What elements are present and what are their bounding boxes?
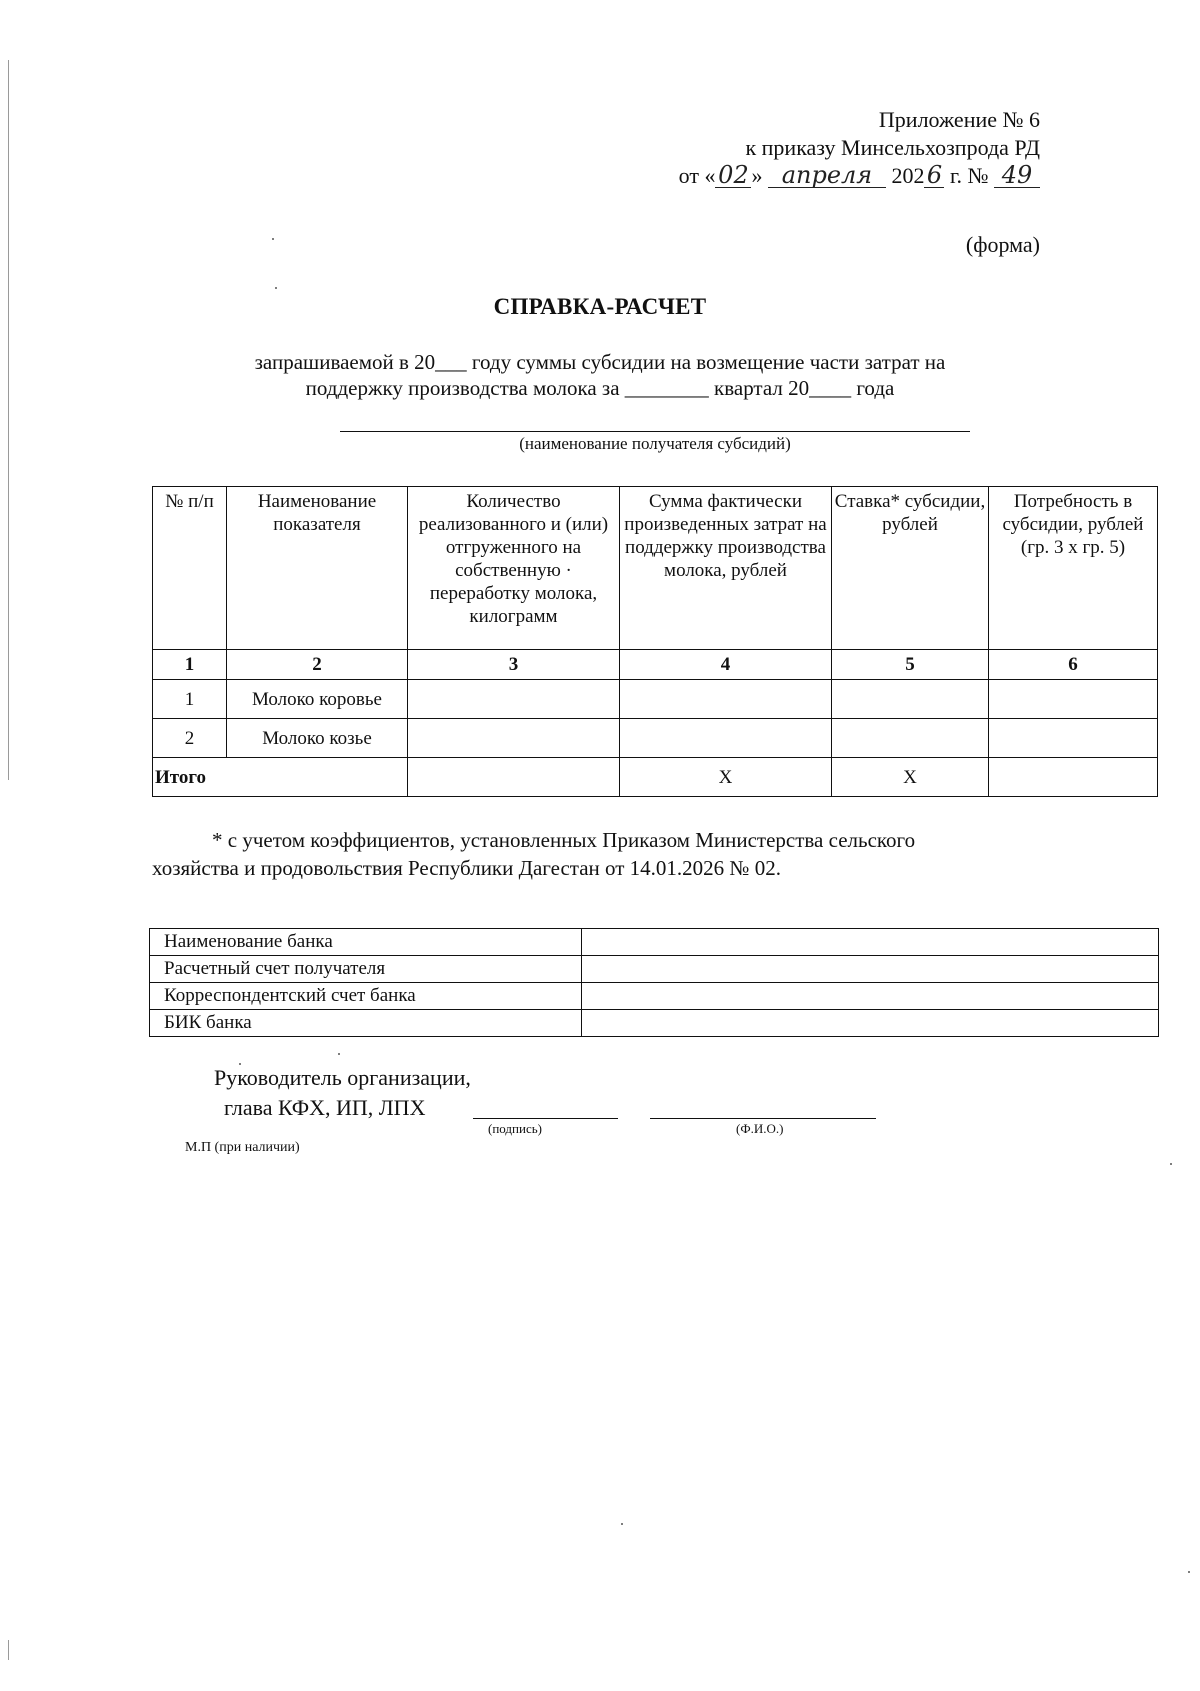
footnote — [152, 826, 1162, 882]
column-number: 6 — [989, 650, 1158, 680]
cell-milk-quantity[interactable] — [408, 680, 620, 719]
scan-edge-line — [8, 1640, 9, 1660]
bank-row — [150, 929, 1159, 956]
total-label: Итого — [153, 758, 408, 797]
bank-field-label: Наименование банка — [150, 929, 582, 956]
bank-row — [150, 983, 1159, 1010]
row-number: 1 — [153, 680, 227, 719]
document-title: СПРАВКА-РАСЧЕТ — [493, 294, 707, 319]
column-number-row — [153, 650, 1158, 680]
signatory-title: Руководитель организации, — [214, 1065, 471, 1090]
header-subsidy-need: Потребность в субсидии, рублей (гр. 3 х гр. 5) — [989, 487, 1158, 650]
total-milk-quantity[interactable] — [408, 758, 620, 797]
date-prefix: от « — [678, 163, 716, 188]
recipient-caption: (наименование получателя субсидий) — [519, 434, 791, 453]
full-name-caption: (Ф.И.О.) — [736, 1121, 784, 1136]
cell-subsidy-need[interactable] — [989, 680, 1158, 719]
scan-speck — [1188, 1571, 1190, 1573]
header-milk-quantity: Количество реализованного и (или) отгруженного на собственную · переработку молока, килограмм — [408, 487, 620, 650]
date-quote-close: » — [751, 163, 763, 188]
column-number: 5 — [832, 650, 989, 680]
scan-speck — [338, 1053, 340, 1055]
scan-speck — [1170, 1163, 1172, 1165]
calculation-table — [152, 486, 1158, 797]
table-row — [153, 680, 1158, 719]
total-subsidy-need[interactable] — [989, 758, 1158, 797]
cell-milk-quantity[interactable] — [408, 719, 620, 758]
document-subtitle — [0, 349, 1200, 401]
stamp-placeholder: М.П (при наличии) — [185, 1140, 300, 1155]
column-number: 2 — [227, 650, 408, 680]
header-number: № п/п — [153, 487, 227, 650]
signature-blank-line[interactable] — [473, 1118, 618, 1119]
table-header-row — [153, 487, 1158, 650]
table-row — [153, 719, 1158, 758]
bank-field-label: Корреспондентский счет банка — [150, 983, 582, 1010]
total-row — [153, 758, 1158, 797]
date-year-prefix: 202 — [891, 163, 925, 188]
header-indicator-name: Наименование показателя — [227, 487, 408, 650]
scan-speck — [272, 238, 274, 240]
signatory-subtitle: глава КФХ, ИП, ЛПХ — [224, 1095, 426, 1120]
scan-speck — [621, 1523, 623, 1525]
handwritten-month: апреля — [768, 163, 886, 188]
cell-actual-costs[interactable] — [620, 680, 832, 719]
bik-value[interactable] — [582, 1010, 1159, 1037]
row-indicator-name: Молоко коровье — [227, 680, 408, 719]
bank-name-value[interactable] — [582, 929, 1159, 956]
bank-field-label: БИК банка — [150, 1010, 582, 1037]
bank-row — [150, 1010, 1159, 1037]
recipient-blank-line — [340, 431, 970, 432]
subtitle-line-1: запрашиваемой в 20___ году суммы субсидии на возмещение части затрат на — [254, 350, 946, 374]
cell-subsidy-rate[interactable] — [832, 719, 989, 758]
annex-title: Приложение № 6 — [878, 107, 1040, 132]
scan-speck — [275, 287, 277, 289]
handwritten-year-digit: 6 — [924, 163, 944, 188]
bank-row — [150, 956, 1159, 983]
annex-date-line — [679, 162, 1040, 190]
scan-edge-line — [8, 60, 9, 780]
footnote-line-1: * с учетом коэффициентов, установленных Приказом Министерства сельского — [212, 828, 916, 852]
total-subsidy-rate: Х — [832, 758, 989, 797]
annex-header — [679, 106, 1040, 190]
subtitle-line-2: поддержку производства молока за ________ квартал 20____ года — [305, 376, 895, 400]
column-number: 3 — [408, 650, 620, 680]
total-actual-costs: Х — [620, 758, 832, 797]
settlement-account-value[interactable] — [582, 956, 1159, 983]
correspondent-account-value[interactable] — [582, 983, 1159, 1010]
bank-details-table — [149, 928, 1159, 1037]
cell-subsidy-rate[interactable] — [832, 680, 989, 719]
signature-caption: (подпись) — [488, 1121, 542, 1136]
handwritten-order-number: 49 — [994, 163, 1040, 188]
handwritten-day: 02 — [715, 163, 751, 188]
row-number: 2 — [153, 719, 227, 758]
footnote-line-2: хозяйства и продовольствия Республики Дагестан от 14.01.2026 № 02. — [152, 856, 781, 880]
bank-field-label: Расчетный счет получателя — [150, 956, 582, 983]
header-actual-costs: Сумма фактически произведенных затрат на поддержку производства молока, рублей — [620, 487, 832, 650]
full-name-blank-line[interactable] — [650, 1118, 876, 1119]
column-number: 4 — [620, 650, 832, 680]
form-label: (форма) — [965, 232, 1040, 257]
column-number: 1 — [153, 650, 227, 680]
cell-subsidy-need[interactable] — [989, 719, 1158, 758]
cell-actual-costs[interactable] — [620, 719, 832, 758]
date-number-label: г. № — [949, 163, 989, 188]
row-indicator-name: Молоко козье — [227, 719, 408, 758]
header-subsidy-rate: Ставка* субсидии, рублей — [832, 487, 989, 650]
annex-order-reference: к приказу Минсельхозпрода РД — [745, 135, 1040, 160]
